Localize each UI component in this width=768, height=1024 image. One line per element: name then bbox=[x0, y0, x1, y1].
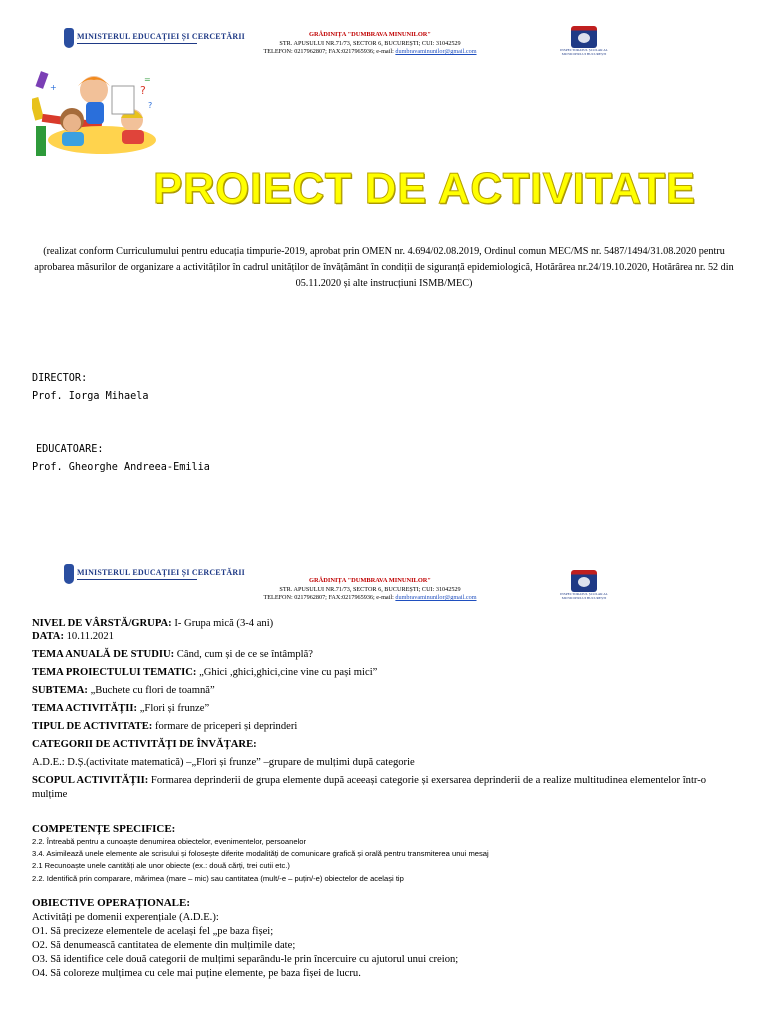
svg-text:?: ? bbox=[140, 84, 146, 97]
romania-crest-icon bbox=[64, 564, 74, 584]
competence-item: 2.2. Identifică prin comparare, mărimea (mare – mic) sau cantitatea (mult/-e – puțin/-e) obiectelor de același tip bbox=[32, 874, 404, 883]
school-contact: TELEFON: 0217962807; FAX:0217965936; e-mail: dumbravaminunilor@gmail.com bbox=[263, 48, 477, 55]
ismb-caption: INSPECTORATUL ȘCOLAR AL MUNICIPIULUI BUCUREȘTI bbox=[560, 48, 608, 56]
director-label: DIRECTOR: bbox=[32, 373, 88, 384]
field-activity-theme: TEMA ACTIVITĂȚII: „Flori și frunze” bbox=[32, 703, 210, 714]
school-header-2 bbox=[230, 577, 510, 603]
competence-item: 2.1 Recunoaște unele cantități ale unor obiecte (ex.: două cărți, trei cutii etc.) bbox=[32, 861, 290, 870]
school-name: GRĂDINIȚA "DUMBRAVA MINUNILOR" bbox=[309, 31, 431, 38]
ministry-underline bbox=[77, 579, 197, 580]
objective-item: O1. Să precizeze elementele de același fel „pe baza fișei; bbox=[32, 926, 274, 937]
ministry-logo-2 bbox=[64, 564, 245, 584]
school-address: STR. APUSULUI NR.71/73, SECTOR 6, BUCUREȘTI; CUI: 31042529 bbox=[279, 585, 461, 593]
field-categories-label: CATEGORII DE ACTIVITĂȚI DE ÎNVĂȚARE: bbox=[32, 739, 257, 750]
ministry-logo bbox=[64, 28, 245, 48]
field-activity-type: TIPUL DE ACTIVITATE: formare de priceperi și deprinderi bbox=[32, 721, 298, 732]
ismb-caption: INSPECTORATUL ȘCOLAR AL MUNICIPIULUI BUCUREȘTI bbox=[560, 592, 608, 600]
ismb-logo bbox=[556, 26, 612, 56]
ministry-underline bbox=[77, 43, 197, 44]
school-email-link[interactable]: dumbravaminunilor@gmail.com bbox=[395, 48, 477, 55]
document-title: PROIECT DE ACTIVITATE bbox=[153, 164, 696, 213]
field-project-theme: TEMA PROIECTULUI TEMATIC: „Ghici ,ghici,ghici,cine vine cu pași mici” bbox=[32, 667, 378, 678]
svg-text:=: = bbox=[144, 75, 151, 84]
objectives-intro: Activități pe domenii experențiale (A.D.E.): bbox=[32, 912, 219, 923]
school-header bbox=[230, 31, 510, 57]
educator-label: EDUCATOARE: bbox=[36, 444, 104, 455]
legal-basis: (realizat conform Curriculumului pentru educația timpurie-2019, aprobat prin OMEN nr. 4.694/02.08.2019, Ordinul comun MEC/MS nr. 5487/1494/31.08.2020 pentru aprobarea măsurilor de organizare a activităților în cadrul unităților de învățământ în condiții de siguranță epidemiologică, Hotărârea nr.24/19.10.2020, Hotărârea nr. 52 din 05.11.2020 și alte instrucțiuni ISMB/MEC) bbox=[34, 246, 734, 289]
ismb-logo-2 bbox=[556, 570, 612, 600]
director-name: Prof. Iorga Mihaela bbox=[32, 391, 149, 402]
objective-item: O2. Să denumească cantitatea de elemente din mulțimile date; bbox=[32, 940, 296, 951]
ministry-name: MINISTERUL EDUCAȚIEI ȘI CERCETĂRII bbox=[77, 567, 245, 577]
competences-title: COMPETENȚE SPECIFICE: bbox=[32, 823, 176, 835]
ministry-name: MINISTERUL EDUCAȚIEI ȘI CERCETĂRII bbox=[77, 31, 245, 41]
svg-text:+: + bbox=[50, 83, 57, 92]
field-purpose: SCOPUL ACTIVITĂȚII: Formarea deprinderii de grupa elemente după aceeași categorie și exersarea deprinderii de a realize multitudinea elementelor într-o bbox=[32, 775, 707, 786]
children-learning-illustration bbox=[32, 68, 162, 158]
school-name: GRĂDINIȚA "DUMBRAVA MINUNILOR" bbox=[309, 577, 431, 584]
competence-item: 3.4. Asimilează unele elemente ale scrisului și folosește diferite modalități de comunicare grafică și orală pentru transmiterea unui mesaj bbox=[32, 849, 489, 858]
objective-item: O3. Să identifice cele două categorii de mulțimi separându-le prin încercuire cu ajutorul unui creion; bbox=[32, 954, 459, 965]
objectives-title: OBIECTIVE OPERAȚIONALE: bbox=[32, 897, 191, 909]
field-purpose-cont: mulțime bbox=[32, 789, 68, 800]
svg-text:?: ? bbox=[148, 101, 153, 110]
field-subtheme: SUBTEMA: „Buchete cu flori de toamnă” bbox=[32, 685, 215, 696]
competence-item: 2.2. Întreabă pentru a cunoaște denumirea obiectelor, evenimentelor, persoanelor bbox=[32, 837, 306, 846]
romania-crest-icon bbox=[64, 28, 74, 48]
ismb-emblem-icon bbox=[571, 26, 597, 48]
field-age-group: NIVEL DE VÂRSTĂ/GRUPA: I- Grupa mică (3-4 ani) bbox=[32, 618, 274, 629]
school-contact: TELEFON: 0217962807; FAX:0217965936; e-mail: dumbravaminunilor@gmail.com bbox=[263, 594, 477, 601]
school-address: STR. APUSULUI NR.71/73, SECTOR 6, BUCUREȘTI; CUI: 31042529 bbox=[279, 39, 461, 47]
objective-item: O4. Să coloreze mulțimea cu cele mai puține elemente, pe baza fișei de lucru. bbox=[32, 968, 361, 979]
field-annual-theme: TEMA ANUALĂ DE STUDIU: Când, cum și de ce se întâmplă? bbox=[32, 649, 314, 660]
educator-name: Prof. Gheorghe Andreea-Emilia bbox=[32, 462, 210, 473]
field-date: DATA: 10.11.2021 bbox=[32, 631, 114, 642]
school-email-link[interactable]: dumbravaminunilor@gmail.com bbox=[395, 594, 477, 601]
ismb-emblem-icon bbox=[571, 570, 597, 592]
field-categories-value: A.D.E.: D.Ș.(activitate matematică) –„Flori și frunze” –grupare de mulțimi după categorie bbox=[32, 757, 415, 768]
